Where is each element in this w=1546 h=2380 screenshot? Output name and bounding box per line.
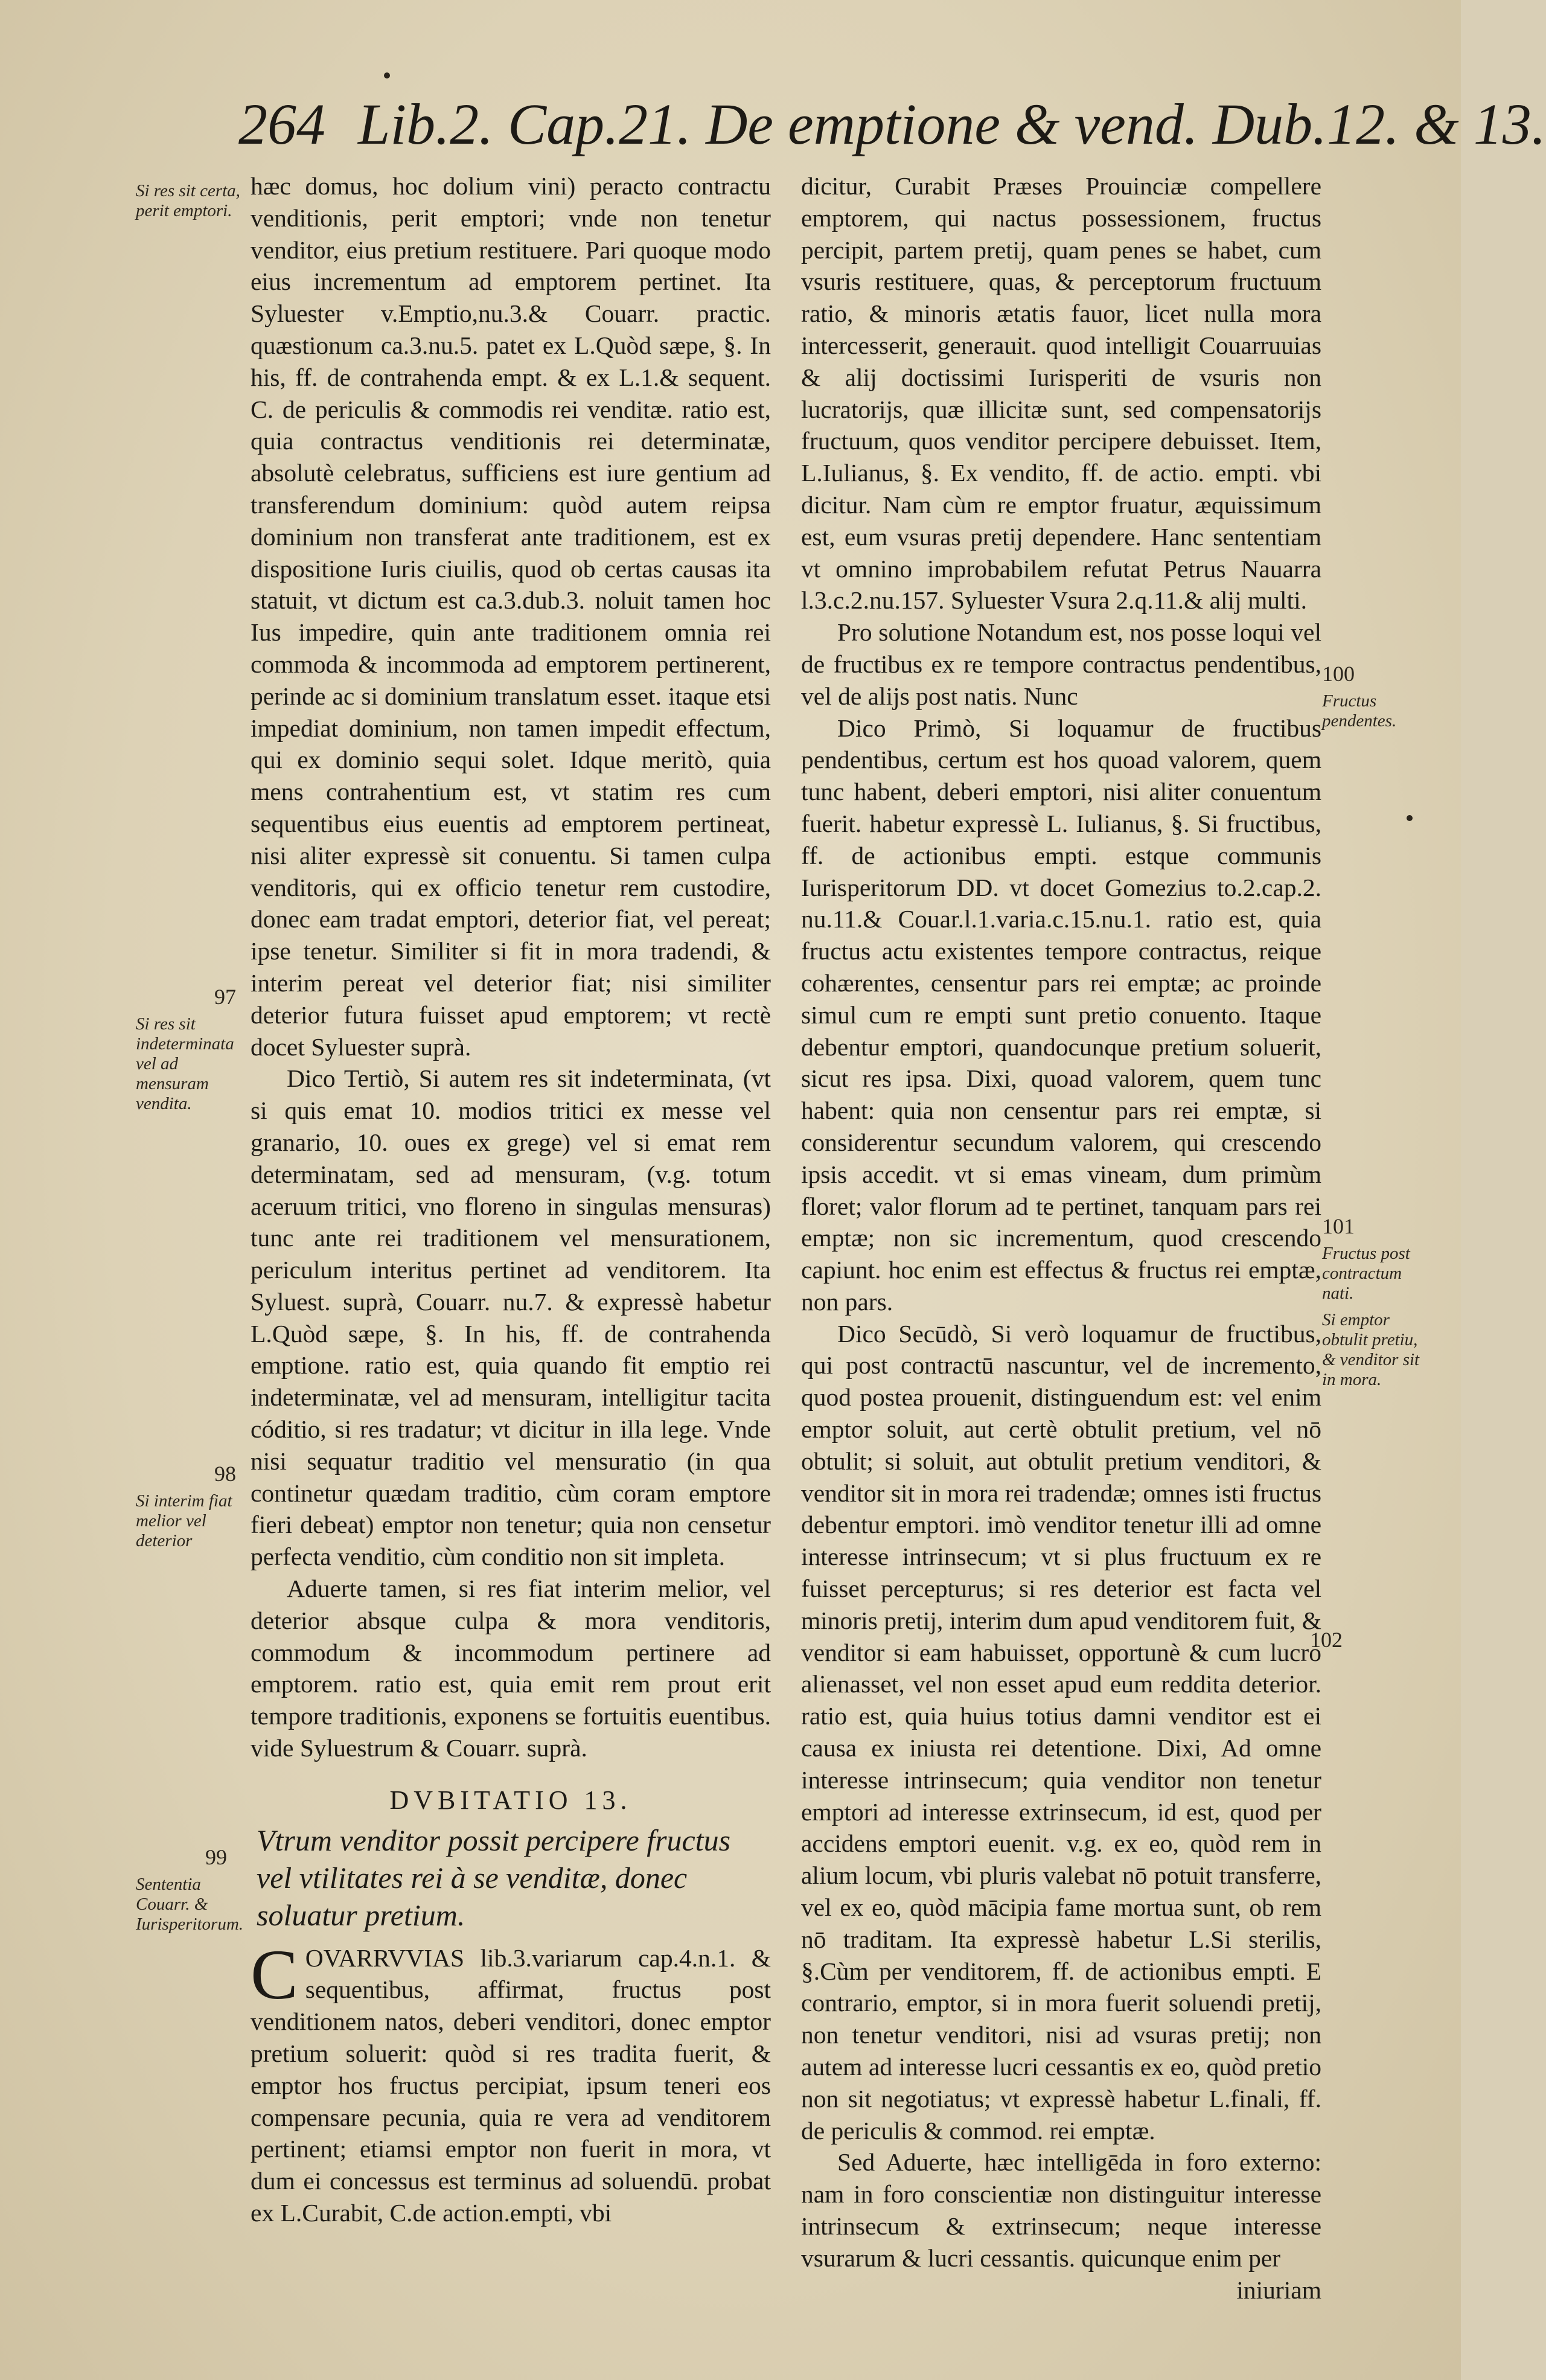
dubitatio-question: Vtrum venditor possit percipere fructus vel vtilitates rei à se venditæ, donec soluatur pretium. [257,1823,731,1932]
running-header [238,91,1546,157]
margin-note-98 [136,1491,251,1551]
margin-number-102: 102 [1310,1628,1343,1652]
paragraph: Pro solutione Notandum est, nos posse loqui vel de fructibus ex re tempore contractus pendentibus, vel de alijs post natis. Nunc [801,618,1321,710]
dubitatio-heading: DVBITATIO 13. [389,1785,632,1815]
paragraph: Aduerte tamen, si res fiat interim melior, vel deterior absque culpa & mora venditoris, commodum & incommodum pertinere ad emptorem. ratio est, quia emit rem prout erit tempore traditionis, exponens se fortuitis euentibus. vide Syluestrum & Couarr. suprà. [251,1575,771,1762]
margin-note-99 [136,1875,251,1934]
margin-note-1 [136,181,251,221]
margin-note-mora [1322,1310,1425,1390]
margin-note-text: Si interim fiat melior vel deterior [136,1491,232,1550]
margin-number-101: 101 [1322,1214,1355,1238]
paragraph-text: OVARRVVIAS lib.3.variarum cap.4.n.1. & sequentibus, affirmat, fructus post venditionem natos, deberi venditori, donec emptor pretium soluerit: quòd si res tradita fuerit, & emptor hos fructus percipiat, ipsum teneri eos compensare pecunia, quia re vera ad venditorem pertinent; etiamsi emptor non fuerit in mora, vt dum ei concessus est terminus ad soluendū. probat ex L.Curabit, C.de action.empti, vbi [251,1943,771,2227]
paragraph: hæc domus, hoc dolium vini) peracto contractu venditionis, perit emptori; vnde non tenetur venditor, eius pretium restituere. Pari quoque modo eius incrementum ad emptorem pertinet. Ita Syluester v.Emptio,nu.3.& Couarr. practic. quæstionum ca.3.nu.5. patet ex L.Quòd sæpe, §. In his, ff. de contrahenda empt. & ex L.1.& sequent. C. de periculis & commodis rei venditæ. ratio est, quia contractus venditionis rei determinatæ, absolutè celebratus, sufficiens est iure gentium ad transferendum dominium: quòd autem reipsa dominium non transferat ante traditionem, est ex dispositione Iuris ciuilis, quod ob certas causas ita statuit, vt dictum est ca.3.dub.3. noluit tamen hoc Ius impedire, quin ante traditionem omnia rei commoda & incommoda ad emptorem pertinerent, perinde ac si dominium translatum esset. itaque etsi impediat dominium, non tamen impedit effectum, qui ex dominio sequi solet. Idque meritò, quia mens contrahentium est, vt statim res cum sequentibus eius euentis ad emptorem pertineat, nisi aliter expressè sit conuentu. Si tamen culpa venditoris, qui ex officio tenetur rem custodire, donec eam tradat emptori, deterior fiat, vel pereat; ipse tenetur. Similiter si fit in mora tradendi, & interim pereat vel deterior fiat; nisi similiter deterior futura fuisset apud emptorem; vt rectè docet Syluester suprà. [251,172,771,1061]
paragraph: Dico Tertiò, Si autem res sit indeterminata, (vt si quis emat 10. modios tritici ex messe vel granario, 10. oues ex grege) vel si emat rem determinatam, sed ad mensuram, (v.g. totum aceruum tritici, vno floreno in singulas mensuras) tunc ante rei traditionem vel mensurationem, periculum interitus pertinet ad venditorem. Ita Syluest. suprà, Couarr. nu.7. & expressè habetur L.Quòd sæpe, §. In his, ff. de contrahenda emptione. ratio est, quia quando fit emptio rei indeterminatæ, vel ad mensuram, intelligitur tacita códitio, si res tradatur; vt dicitur in illa lege. Vnde nisi sequatur traditio vel mensuratio (in qua continetur quædam traditio, cùm coram emptore fieri debeat) emptor non tenetur; quia non censetur perfecta venditio, cùm conditio non sit impleta. [251,1064,771,1571]
paragraph: dicitur, Curabit Præses Prouinciæ compellere emptorem, qui nactus possessionem, fructus percipit, partem pretij, quam penes se habet, cum vsuris restituere, quas, & perceptorum fructuum ratio, & minoris ætatis fauor, licet nulla mora intercesserit, generauit. quod intelligit Couarruuias & alij doctissimi Iurisperiti de vsuris non lucratorijs, quæ illicitæ sunt, sed compensatorijs fructuum, quos venditor percipere debuisset. Item, L.Iulianus, §. Ex vendito, ff. de actio. empti. vbi dicitur. Nam cùm re emptor fruatur, æquissimum est, eum vsuras pretij dependere. Hanc sententiam vt omnino improbabilem refutat Petrus Nauarra l.3.c.2.nu.157. Syluester Vsura 2.q.11.& alij multi. [801,172,1321,615]
ink-dot [384,72,390,78]
right-column [801,170,1321,2306]
margin-number-99: 99 [205,1845,227,1869]
margin-note-100 [1322,691,1425,731]
paragraph: Dico Primò, Si loquamur de fructibus pendentibus, certum est hos quoad valorem, quem tunc habent, deberi emptori, nisi aliter conuentum fuerit. habetur expressè L. Iulianus, §. Si fructibus, ff. de actionibus empti. estque communis Iurisperitorum DD. vt docet Gomezius to.2.cap.2. nu.11.& Couar.l.1.varia.c.15.nu.1. ratio est, quia fructus actu existentes tempore contractus, reique cohærentes, censentur pars rei emptæ; ac proinde simul cum re empti sunt pretio conuento. Itaque debentur emptori, quandocunque pretium soluerit, sicut res ipsa. Dixi, quoad valorem, quem tunc habent: quia non censentur pars rei emptæ, si considerentur secundum valorem, qui crescendo ipsis accedit. vt si emas vineam, dum primùm floret; valor florum ad te pertinet, tanquam pars rei emptæ; non sic incrementum, quod crescendo capiunt. hoc enim est effectus & fructus rei emptæ, non pars. [801,714,1321,1316]
margin-note-text: Si res sit certa, perit emptori. [136,181,240,220]
margin-note-text: Si emptor obtulit pretiu, & venditor sit in mora. [1322,1310,1420,1389]
margin-number-100: 100 [1322,662,1355,686]
drop-capital: C [251,1934,298,2014]
running-title: Lib.2. Cap.21. De emptione & vend. Dub.12. & 13. [358,92,1546,156]
margin-note-text: Sententia Couarr. & Iurisperitorum. [136,1875,244,1934]
page-number: 264 [238,92,325,156]
margin-number-97: 97 [214,985,236,1009]
margin-note-text: Fructus post contractum nati. [1322,1244,1410,1303]
ink-dot [1407,815,1413,821]
margin-note-text: Si res sit indeterminata vel ad mensuram vendita. [136,1014,234,1113]
paragraph: Sed Aduerte, hæc intelligēda in foro externo: nam in foro conscientiæ non distinguitur interesse intrinsecum & extrinsecum; neque interesse vsurarum & lucri cessantis. quicunque enim per [801,2148,1321,2272]
margin-note-text: Fructus pendentes. [1322,691,1397,731]
paragraph [251,1934,771,2229]
paragraph: Dico Secūdò, Si verò loquamur de fructibus, qui post contractū nascuntur, vel de incremento, quod postea prouenit, distinguendum est: vel enim emptor soluit, aut certè obtulit pretium, vel nō obtulit; si soluit, aut obtulit pretium venditori, & venditor sit in mora rei tradendæ; omnes isti fructus debentur emptori. imò venditor tenetur illi ad omne interesse intrinsecum; vt si plus fructuum ex re fuisset percepturus; si res deterior est facta vel minoris pretij, interim dum apud venditorem fuit, & venditor si eam habuisset, opportunè & cum lucro alienasset, vel non esset apud eum reddita deterior. ratio est, quia huius totius damni venditor est ei causa ex iniusta rei detentione. Dixi, Ad omne interesse intrinsecum; quia venditor non tenetur emptori ad interesse extrinsecum, id est, quod per accidens emptori euenit. v.g. ex eo, quòd rem in alium locum, vbi pluris valebat nō potuit transferre, vel ex eo, quòd mācipia fame mortua sunt, ob rem nō traditam. Ita expressè habetur L.Si sterilis, §.Cùm per venditorem, ff. de actionibus empti. E contrario, emptor, si in mora fuerit soluendi pretij, non tenetur venditori, nisi ad vsuras pretij; non autem ad interesse lucri cessantis ex eo, quòd pretio non sit negotiatus; vt expressè habetur L.finali, ff. de periculis & commod. rei emptæ. [801,1319,1321,2145]
margin-note-101 [1322,1244,1425,1304]
left-column [251,170,771,2229]
margin-number-98: 98 [214,1462,236,1486]
margin-note-97 [136,1014,251,1114]
catchword: iniuriam [1236,2276,1321,2304]
